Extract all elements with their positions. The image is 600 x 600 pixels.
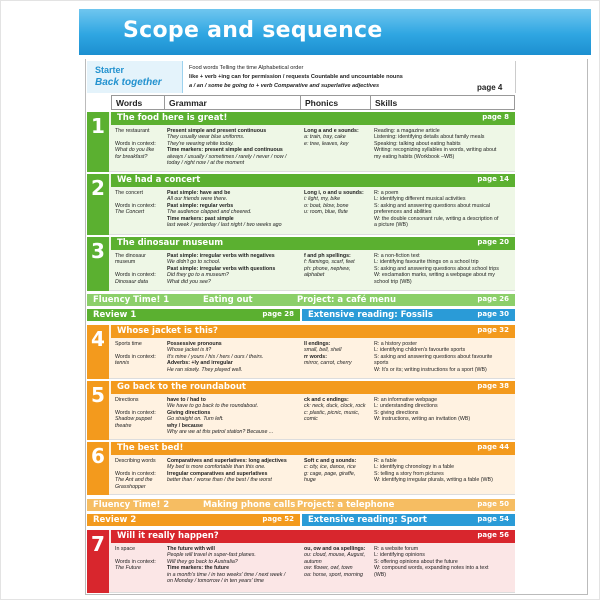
unit-6-grammar-line: My bed is more comfortable than this one. [167,464,266,471]
unit-2-skills-line: a picture (WB) [374,222,408,229]
unit-5-grammar-line: Go straight on. Turn left. [167,416,224,423]
unit-7-skills-line: W: compound words, expanding notes into a text [374,565,489,572]
starter-line-1: Food words Telling the time Alphabetical order [189,65,304,71]
unit-2-title-text: We had a concert [117,175,201,185]
starter-line-3: a / an / some be going to + verb Comparative and superlative adjectives [189,83,380,89]
unit-2-number: 2 [87,174,109,235]
unit-2-page: page 14 [477,175,509,183]
unit-1-phonics-line: e: tree, leaves, key [304,140,349,147]
unit-5-number: 5 [87,381,109,440]
unit-6-words-cell [115,458,165,494]
unit-3-words-line: The dinosaur [115,253,146,259]
unit-1-grammar-line: They usually wear blue uniforms. [167,134,245,141]
unit-6-page: page 44 [477,443,509,451]
band-review1-extensive-label: Extensive reading: Fossils [308,310,433,320]
unit-2-skills-line: preferences and abilities [374,209,432,216]
band-review1-extensive-reading [302,309,515,321]
unit-3-title [111,237,515,250]
band-fluency2-label: Fluency Time! 2 [93,500,170,510]
unit-3-title-text: The dinosaur museum [117,238,224,248]
unit-1-grammar-line: today / right now / at the moment [167,160,245,167]
unit-3-grammar-line: We didn't go to school. [167,259,221,266]
unit-2-title [111,174,515,187]
unit-3-phonics-line: ph: phone, nephew, [304,265,351,272]
unit-4-words-line: Words in context: [115,353,156,360]
unit-5-words-line: Directions [115,397,139,403]
unit-5-phonics-line: comic [304,416,318,423]
unit-3-phonics-line: f and ph spellings: [304,253,351,259]
unit-7-phonics-cell [304,546,371,592]
unit-5-words-cell [115,397,165,439]
page-title: Scope and sequence [123,18,383,43]
unit-3-grammar-line: Past simple: irregular verbs with negatives [167,253,275,259]
unit-4-grammar-cell [167,341,301,378]
band-review2-extensive-reading [302,514,515,526]
unit-4-grammar-line: Possessive pronouns [167,341,222,347]
unit-3-grammar-line: Past simple: irregular verbs with questions [167,265,276,272]
unit-4-words-cell [115,341,165,378]
band-review2-extensive-label: Extensive reading: Sport [308,515,427,525]
column-header-words: Words [111,95,165,110]
unit-4-skills-line: W: It's or its; writing instructions for a sport (WB) [374,366,487,373]
unit-4-phonics-line: mirror, carrot, cherry [304,360,352,367]
unit-7-phonics-line: ow: flower, owl, town [304,565,353,572]
unit-6-phonics-line: g: cage, page, giraffe, [304,470,356,477]
unit-4-words-line: tennis [115,360,130,367]
unit-1-phonics-line: a: train, tray, cake [304,134,346,141]
unit-5-grammar-cell [167,397,301,439]
unit-3-grammar-line: Did they go to a museum? [167,272,229,279]
unit-2-skills-line: R: a poem [374,190,399,196]
band-review1-label: Review 1 [93,310,137,320]
unit-2-grammar-line: All our friends were there. [167,196,228,203]
unit-2-words-line: Words in context: [115,202,156,209]
unit-3-phonics-cell [304,253,371,290]
unit-7-grammar-line: The future with will [167,546,215,552]
band-fluency1 [87,294,515,306]
column-header-phonics: Phonics [301,95,371,110]
unit-6-words-line: Grasshopper [115,483,146,490]
unit-6-phonics-cell [304,458,371,494]
unit-3-skills-cell [374,253,514,290]
starter-section [87,61,516,93]
unit-6-grammar-cell [167,458,301,494]
unit-2-words-line: The Concert [115,209,145,216]
unit-4-title-text: Whose jacket is this? [117,326,218,336]
unit-2-grammar-line: Past simple: regular verbs [167,202,234,209]
unit-4-number: 4 [87,325,109,379]
unit-6-skills-line: L: identifying chronology in a fable [374,464,455,471]
unit-6-title-text: The best bed! [117,443,184,453]
unit-7-number: 7 [87,530,109,593]
unit-5-grammar-line: why / because [167,422,203,429]
unit-5-words-line: Shadow puppet [115,416,152,423]
unit-5-grammar-line: We have to go back to the roundabout. [167,403,259,410]
title-bar [79,9,591,55]
unit-4-skills-line: S: asking and answering questions about favourite [374,353,493,360]
unit-2-phonics-line: u: room, blue, flute [304,209,348,216]
unit-3-grammar-line: What did you see? [167,278,211,285]
unit-1-skills-cell [374,128,514,171]
band-review1-extensive-page: page 30 [477,310,509,318]
band-review2-label: Review 2 [93,515,137,525]
band-fluency1-page: page 26 [477,295,509,303]
unit-5-skills-line: S: giving directions [374,409,419,416]
unit-2-grammar-line: last week / yesterday / last night / two weeks ago [167,222,282,229]
unit-6-phonics-line: Soft c and g sounds: [304,458,357,464]
unit-6-phonics-line: c: city, ice, dance, rice [304,464,356,471]
unit-2-words-cell [115,190,165,234]
band-fluency2-page: page 50 [477,500,509,508]
unit-1-grammar-cell [167,128,301,171]
unit-7-grammar-line: on Monday / tomorrow / in ten years' time [167,578,264,585]
unit-7-skills-line: (WB) [374,571,387,578]
unit-3-skills-line: R: a non-fiction text [374,253,420,259]
unit-7-phonics-line: oa: horse, sport, morning [304,571,363,578]
unit-5-skills-line: L: understanding directions [374,403,438,410]
unit-3-page: page 20 [477,238,509,246]
unit-1-phonics-line: Long a and e sounds: [304,128,359,134]
unit-3-skills-line: school trip (WB) [374,278,412,285]
unit-5-grammar-line: have to / had to [167,397,206,403]
unit-2-skills-line: W: the double consonant rule, writing a description of [374,215,499,222]
unit-2-grammar-line: Past simple: have and be [167,190,231,196]
band-fluency1-project: Project: a café menu [297,295,397,305]
unit-6-skills-line: R: a fable [374,458,397,464]
unit-7-skills-line: L: identifying opinions [374,552,425,559]
band-review1-page: page 28 [262,310,294,318]
unit-5-title-text: Go back to the roundabout [117,382,246,392]
unit-7-title-text: Will it really happen? [117,531,219,541]
unit-1-skills-line: Speaking: talking about eating habits [374,140,461,147]
unit-5-page: page 38 [477,382,509,390]
unit-2-grammar-cell [167,190,301,234]
unit-3-number: 3 [87,237,109,291]
unit-6-grammar-line: better than / worse than / the best / the worst [167,477,272,484]
unit-7-phonics-line: autumn [304,558,322,565]
unit-1-title-text: The food here is great! [117,113,228,123]
band-fluency2 [87,499,515,511]
unit-4-skills-line: sports [374,360,389,367]
unit-4-skills-line: L: identifying children's favourite sports [374,347,466,354]
unit-7-phonics-line: ou, ow and oa spellings: [304,546,366,552]
unit-1-grammar-line: always / usually / sometimes / rarely / never / now / [167,153,287,160]
unit-4-phonics-line: ll endings: [304,341,331,347]
unit-6-number: 6 [87,442,109,495]
unit-2-grammar-line: Time markers: past simple [167,215,234,222]
unit-1-skills-line: Writing: recognizing syllables in words, writing about [374,147,497,154]
unit-1-title [111,112,515,125]
unit-1-words-line: Words in context: [115,140,156,147]
unit-2-skills-line: S: asking and answering questions about musical [374,202,491,209]
unit-3-skills-line: W: exclamation marks, writing a webpage about my [374,272,495,279]
unit-1-page: page 8 [482,113,509,121]
unit-2-skills-line: L: identifying different musical activities [374,196,466,203]
band-review2-page: page 52 [262,515,294,523]
unit-2-skills-cell [374,190,514,234]
unit-4-grammar-line: It's mine / yours / his / hers / ours / theirs. [167,353,264,360]
unit-7-grammar-cell [167,546,301,592]
unit-4-phonics-cell [304,341,371,378]
unit-1-words-line: What do you like [115,147,155,154]
unit-4-words-line: Sports time [115,341,142,347]
unit-4-phonics-line: small, bell, shell [304,347,342,354]
unit-7-skills-cell [374,546,514,592]
unit-1-words-line: for breakfast? [115,153,148,160]
unit-1-number: 1 [87,112,109,172]
unit-6-grammar-line: Irregular comparatives and superlatives [167,470,268,477]
unit-7-title [111,530,515,543]
band-review2-extensive-page: page 54 [477,515,509,523]
unit-3-phonics-line: alphabet [304,272,325,279]
unit-3-words-line: Dinosaur data [115,278,148,285]
unit-3-words-line: museum [115,259,136,266]
unit-7-page: page 56 [477,531,509,539]
unit-7-skills-line: R: a website forum [374,546,419,552]
starter-label-2: Back together [95,77,162,88]
unit-6-title [111,442,515,455]
unit-6-words-line: The Ant and the [115,477,153,484]
unit-4-phonics-line: rr words: [304,353,327,360]
unit-6-words-line: Words in context: [115,470,156,477]
unit-5-grammar-line: Why are we at this petrol station? Because ... [167,429,274,436]
unit-2-phonics-cell [304,190,371,234]
unit-3-grammar-cell [167,253,301,290]
unit-7-grammar-line: Will they go back to Australia? [167,558,238,565]
unit-6-skills-cell [374,458,514,494]
unit-5-grammar-line: Giving directions [167,409,211,416]
unit-5-words-line: Words in context: [115,409,156,416]
unit-2-phonics-line: o: boat, blow, bone [304,202,349,209]
unit-4-grammar-line: He ran slowly. They played well. [167,366,243,373]
unit-7-words-line: The Future [115,565,141,572]
unit-5-phonics-line: ck: neck, duck, clock, rock [304,403,366,410]
unit-6-phonics-line: huge [304,477,316,484]
band-fluency2-topic: Making phone calls [203,500,296,510]
unit-1-phonics-cell [304,128,371,171]
unit-2-grammar-line: The audience clapped and cheered. [167,209,252,216]
unit-5-title [111,381,515,394]
unit-5-phonics-line: c: plastic, picnic, music, [304,409,360,416]
unit-1-skills-line: Reading: a magazine article [374,128,440,134]
unit-7-grammar-line: Time markers: the future [167,565,230,572]
unit-7-words-line: Words in context: [115,558,156,565]
unit-4-skills-line: R: a history poster [374,341,417,347]
unit-5-skills-cell [374,397,514,439]
starter-label-1: Starter [95,65,125,75]
unit-2-words-line: The concert [115,190,143,196]
unit-3-phonics-line: f: flamingo, scarf, feet [304,259,355,266]
unit-3-skills-line: S: asking and answering questions about school trips [374,265,499,272]
unit-4-title [111,325,515,338]
unit-6-skills-line: W: identifying irregular plurals, writing a fable (WB) [374,477,493,484]
unit-5-words-line: theatre [115,422,132,429]
unit-1-skills-line: my eating habits (Workbook –WB) [374,153,455,160]
unit-1-words-cell [115,128,165,171]
starter-page: page 4 [477,83,503,92]
unit-1-grammar-line: They're wearing white today. [167,140,234,147]
unit-1-words-line: The restaurant [115,128,150,134]
unit-5-skills-line: R: an informative webpage [374,397,438,403]
unit-6-skills-line: S: telling a story from pictures [374,470,444,477]
unit-1-grammar-line: Time markers: present simple and continuous [167,147,283,154]
unit-4-page: page 32 [477,326,509,334]
unit-6-words-line: Describing words [115,458,156,464]
unit-2-phonics-line: Long i, o and u sounds: [304,190,364,196]
unit-5-phonics-line: ck and c endings: [304,397,349,403]
unit-4-skills-cell [374,341,514,378]
unit-7-grammar-line: People will travel in super-fast planes. [167,552,256,559]
unit-7-grammar-line: in a month's time / in two weeks' time / next week / [167,571,286,578]
unit-4-grammar-line: Whose jacket is it? [167,347,212,354]
unit-7-skills-line: S: offering opinions about the future [374,558,458,565]
unit-3-words-cell [115,253,165,290]
unit-4-grammar-line: Adverbs: +ly and irregular [167,360,233,367]
unit-7-words-line: In space [115,546,136,552]
unit-1-skills-line: Listening: identifying details about family meals [374,134,485,141]
unit-5-phonics-cell [304,397,371,439]
unit-2-phonics-line: i: light, my, bike [304,196,341,203]
band-fluency2-project: Project: a telephone [297,500,395,510]
unit-5-skills-line: W: instructions, writing an invitation (WB) [374,416,471,423]
unit-1-grammar-line: Present simple and present continuous [167,128,267,134]
unit-7-words-cell [115,546,165,592]
unit-7-phonics-line: ou: cloud, mouse, August, [304,552,366,559]
band-review1 [87,309,300,321]
starter-label [87,61,183,93]
band-fluency1-topic: Eating out [203,295,253,305]
unit-3-skills-line: L: identifying favourite things on a school trip [374,259,479,266]
column-header-skills: Skills [371,95,515,110]
band-fluency1-label: Fluency Time! 1 [93,295,170,305]
column-header-grammar: Grammar [165,95,301,110]
band-review2 [87,514,300,526]
starter-line-2: like + verb +ing can for permission / requests Countable and uncountable nouns [189,74,403,80]
unit-6-grammar-line: Comparatives and superlatives: long adjectives [167,458,287,464]
unit-3-words-line: Words in context: [115,272,156,279]
